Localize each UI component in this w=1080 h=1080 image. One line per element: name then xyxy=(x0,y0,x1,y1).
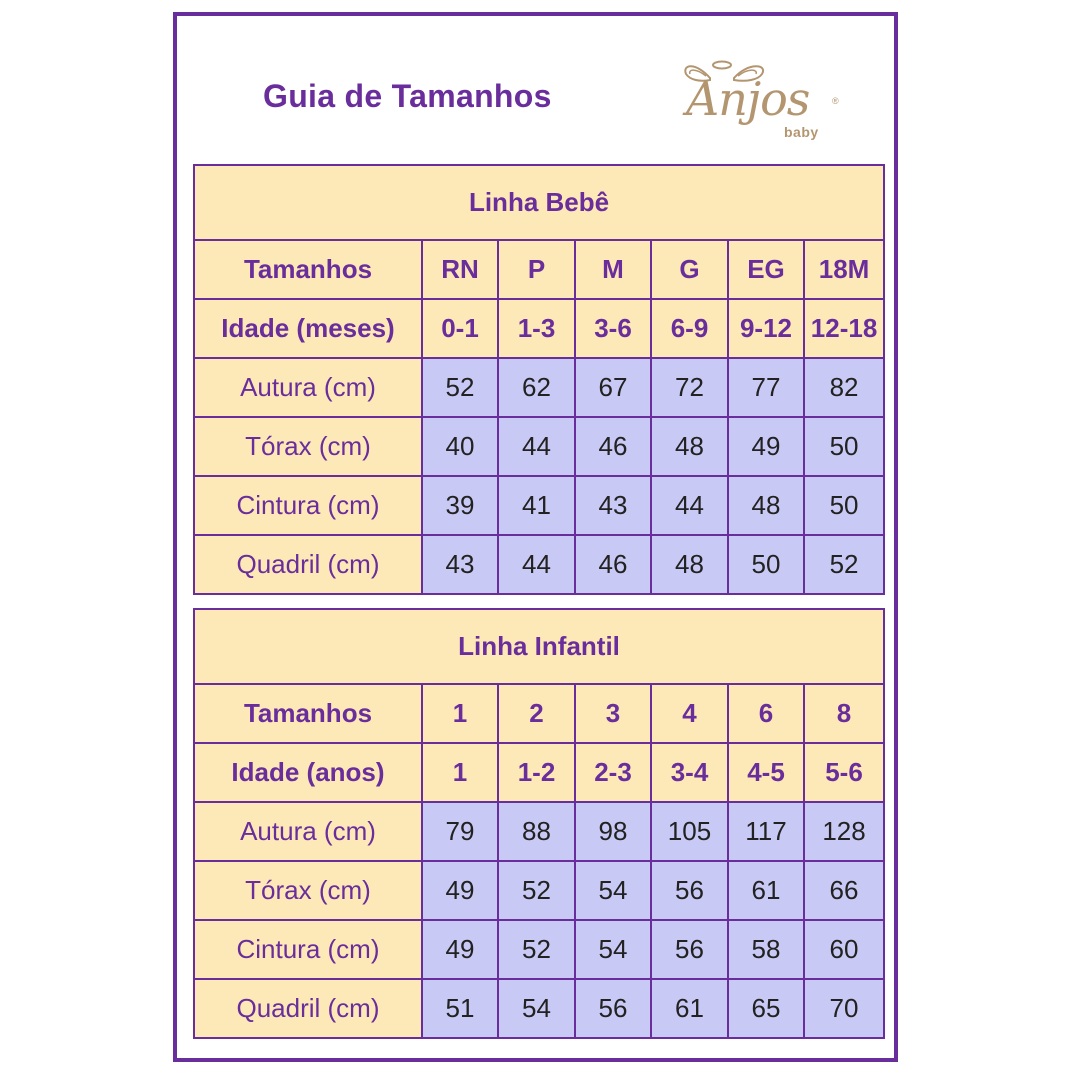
value-cell: 66 xyxy=(804,861,884,920)
value-cell: 44 xyxy=(498,417,575,476)
logo-subtitle: baby xyxy=(784,124,819,140)
value-cell: 48 xyxy=(651,417,728,476)
value-cell: 61 xyxy=(728,861,804,920)
value-cell: 43 xyxy=(575,476,651,535)
age-cell: 0-1 xyxy=(422,299,498,358)
measure-row xyxy=(194,979,884,1038)
value-cell: 46 xyxy=(575,535,651,594)
value-cell: 54 xyxy=(498,979,575,1038)
row-label: Quadril (cm) xyxy=(194,535,422,594)
size-row xyxy=(194,684,884,743)
measure-row xyxy=(194,417,884,476)
size-cell: EG xyxy=(728,240,804,299)
value-cell: 48 xyxy=(728,476,804,535)
row-label: Autura (cm) xyxy=(194,802,422,861)
value-cell: 61 xyxy=(651,979,728,1038)
age-cell: 1-3 xyxy=(498,299,575,358)
value-cell: 46 xyxy=(575,417,651,476)
value-cell: 49 xyxy=(422,861,498,920)
value-cell: 40 xyxy=(422,417,498,476)
row-label: Cintura (cm) xyxy=(194,476,422,535)
size-cell: M xyxy=(575,240,651,299)
value-cell: 50 xyxy=(728,535,804,594)
measure-row xyxy=(194,861,884,920)
value-cell: 56 xyxy=(651,861,728,920)
size-cell: 18M xyxy=(804,240,884,299)
age-cell: 12-18 xyxy=(804,299,884,358)
row-label: Autura (cm) xyxy=(194,358,422,417)
age-cell: 3-4 xyxy=(651,743,728,802)
size-cell: 8 xyxy=(804,684,884,743)
value-cell: 128 xyxy=(804,802,884,861)
section-title: Linha Infantil xyxy=(194,609,884,684)
value-cell: 98 xyxy=(575,802,651,861)
row-label: Cintura (cm) xyxy=(194,920,422,979)
size-cell: 2 xyxy=(498,684,575,743)
size-cell: 6 xyxy=(728,684,804,743)
size-cell: P xyxy=(498,240,575,299)
value-cell: 49 xyxy=(728,417,804,476)
row-label: Quadril (cm) xyxy=(194,979,422,1038)
age-cell: 6-9 xyxy=(651,299,728,358)
size-cell: G xyxy=(651,240,728,299)
value-cell: 79 xyxy=(422,802,498,861)
value-cell: 52 xyxy=(804,535,884,594)
value-cell: 44 xyxy=(498,535,575,594)
value-cell: 50 xyxy=(804,476,884,535)
value-cell: 54 xyxy=(575,920,651,979)
measure-row xyxy=(194,920,884,979)
age-cell: 4-5 xyxy=(728,743,804,802)
size-table-bebe xyxy=(193,164,885,595)
age-cell: 9-12 xyxy=(728,299,804,358)
size-cell: 4 xyxy=(651,684,728,743)
row-label: Tamanhos xyxy=(194,240,422,299)
value-cell: 58 xyxy=(728,920,804,979)
value-cell: 117 xyxy=(728,802,804,861)
row-label: Tórax (cm) xyxy=(194,861,422,920)
value-cell: 49 xyxy=(422,920,498,979)
value-cell: 60 xyxy=(804,920,884,979)
row-label: Tamanhos xyxy=(194,684,422,743)
value-cell: 48 xyxy=(651,535,728,594)
measure-row xyxy=(194,802,884,861)
age-row xyxy=(194,743,884,802)
value-cell: 52 xyxy=(498,861,575,920)
section-title: Linha Bebê xyxy=(194,165,884,240)
age-row xyxy=(194,299,884,358)
row-label: Tórax (cm) xyxy=(194,417,422,476)
value-cell: 56 xyxy=(651,920,728,979)
size-cell: 1 xyxy=(422,684,498,743)
size-cell: 3 xyxy=(575,684,651,743)
value-cell: 62 xyxy=(498,358,575,417)
age-cell: 5-6 xyxy=(804,743,884,802)
value-cell: 44 xyxy=(651,476,728,535)
value-cell: 70 xyxy=(804,979,884,1038)
size-cell: RN xyxy=(422,240,498,299)
logo-wordmark: Anjos xyxy=(686,72,810,126)
value-cell: 67 xyxy=(575,358,651,417)
measure-row xyxy=(194,358,884,417)
value-cell: 52 xyxy=(498,920,575,979)
value-cell: 72 xyxy=(651,358,728,417)
age-cell: 1-2 xyxy=(498,743,575,802)
value-cell: 41 xyxy=(498,476,575,535)
value-cell: 56 xyxy=(575,979,651,1038)
value-cell: 77 xyxy=(728,358,804,417)
value-cell: 88 xyxy=(498,802,575,861)
value-cell: 43 xyxy=(422,535,498,594)
value-cell: 50 xyxy=(804,417,884,476)
row-label: Idade (meses) xyxy=(194,299,422,358)
value-cell: 65 xyxy=(728,979,804,1038)
value-cell: 105 xyxy=(651,802,728,861)
row-label: Idade (anos) xyxy=(194,743,422,802)
page-title: Guia de Tamanhos xyxy=(263,78,552,114)
size-row xyxy=(194,240,884,299)
measure-row xyxy=(194,535,884,594)
age-cell: 2-3 xyxy=(575,743,651,802)
value-cell: 54 xyxy=(575,861,651,920)
value-cell: 39 xyxy=(422,476,498,535)
age-cell: 3-6 xyxy=(575,299,651,358)
size-table-infantil xyxy=(193,608,885,1039)
logo-registered-mark: ® xyxy=(832,96,839,106)
age-cell: 1 xyxy=(422,743,498,802)
value-cell: 52 xyxy=(422,358,498,417)
measure-row xyxy=(194,476,884,535)
value-cell: 82 xyxy=(804,358,884,417)
brand-logo xyxy=(676,54,846,146)
value-cell: 51 xyxy=(422,979,498,1038)
